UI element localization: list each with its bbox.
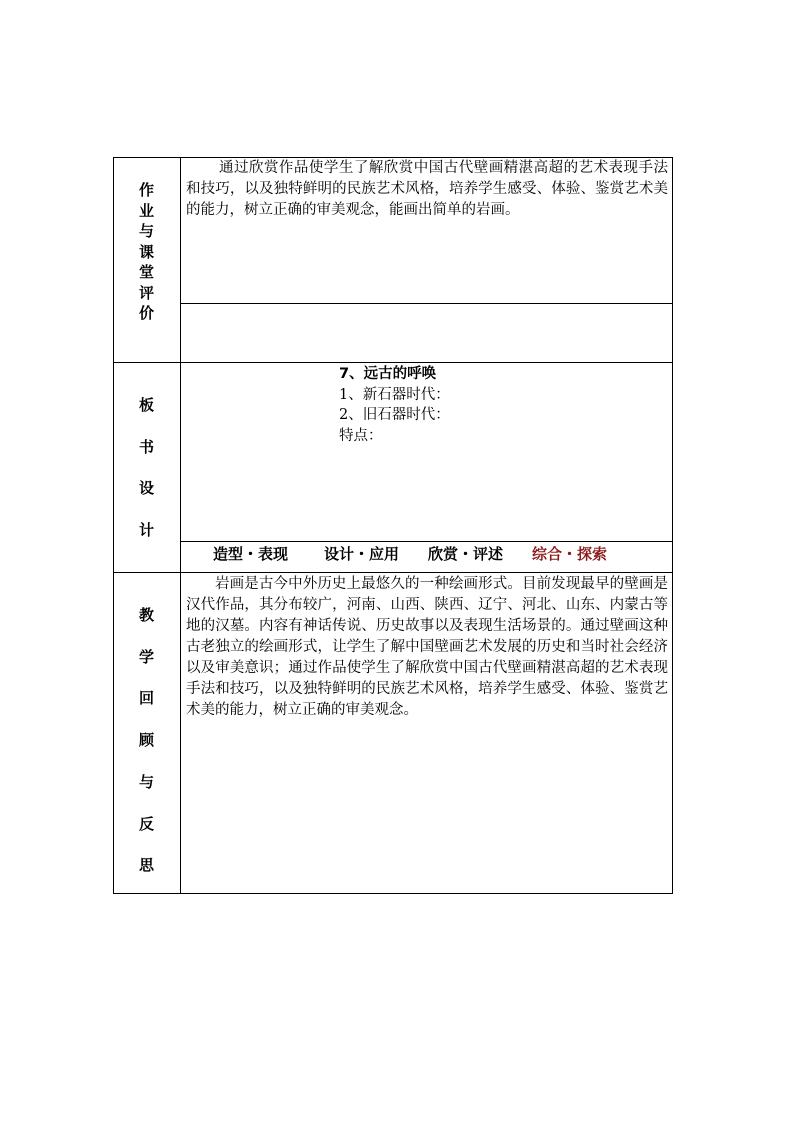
category-label: 设计・应用 bbox=[324, 545, 400, 563]
label-char: 计 bbox=[138, 520, 154, 539]
category-label: 欣赏・评述 bbox=[428, 545, 504, 563]
label-char: 反 bbox=[138, 814, 154, 833]
label-char: 堂 bbox=[138, 263, 154, 281]
label-char: 学 bbox=[138, 647, 154, 666]
table-border-bottom bbox=[113, 893, 673, 894]
category-label: 综合・探索 bbox=[532, 545, 608, 563]
board-content bbox=[339, 364, 450, 446]
label-char: 与 bbox=[138, 772, 154, 791]
label-char: 设 bbox=[138, 479, 154, 497]
label-column-divider bbox=[180, 157, 181, 894]
board-line: 特点： bbox=[339, 427, 383, 444]
board-title: 7、远古的呼唤 bbox=[339, 366, 437, 382]
review-text: 岩画是古今中外历史上最悠久的一种绘画形式。目前发现最早的壁画是汉代作品，其分布较广，河南、山西、陕西、辽宁、河北、山东、内蒙古等地的汉墓。内容有神话传说、历史故事以及表现生活场景的。通过壁画这种古老独立的绘画形式，让学生了解中国壁画艺术发展的历史和当时社会经济以及审美意识；通过作品使学生了解欣赏中国古代壁画精湛高超的艺术表现手法和技巧，以及独特鲜明的民族艺术风格，培养学生感受、体验、鉴赏艺术美的能力，树立正确的审美观念。 bbox=[186, 576, 668, 718]
homework-label bbox=[113, 180, 180, 324]
row-divider-2 bbox=[113, 572, 673, 573]
label-char: 回 bbox=[138, 689, 154, 708]
label-char: 教 bbox=[138, 606, 154, 624]
label-char: 课 bbox=[138, 242, 154, 261]
label-char: 作 bbox=[138, 181, 154, 199]
label-char: 评 bbox=[138, 283, 154, 302]
label-char: 板 bbox=[138, 396, 154, 414]
label-char: 顾 bbox=[138, 731, 154, 750]
lesson-plan-table bbox=[113, 157, 672, 893]
label-char: 书 bbox=[138, 437, 154, 456]
label-char: 思 bbox=[138, 856, 154, 875]
board-line: 2、旧石器时代： bbox=[339, 407, 450, 423]
row-divider-board-inner bbox=[180, 541, 673, 542]
board-line: 1、新石器时代： bbox=[339, 386, 450, 403]
review-label bbox=[113, 595, 180, 887]
homework-text: 通过欣赏作品使学生了解欣赏中国古代壁画精湛高超的艺术表现手法和技巧，以及独特鲜明的民族艺术风格，培养学生感受、体验、鉴赏艺术美的能力，树立正确的审美观念，能画出简单的岩画。 bbox=[186, 160, 668, 218]
board-label bbox=[113, 385, 180, 551]
category-label: 造型・表现 bbox=[213, 545, 289, 563]
label-char: 业 bbox=[138, 201, 154, 220]
label-char: 与 bbox=[138, 222, 154, 240]
table-border-right bbox=[672, 157, 673, 894]
row-divider-1 bbox=[113, 362, 673, 363]
label-char: 价 bbox=[138, 304, 154, 322]
row-divider-homework-inner bbox=[180, 303, 673, 304]
